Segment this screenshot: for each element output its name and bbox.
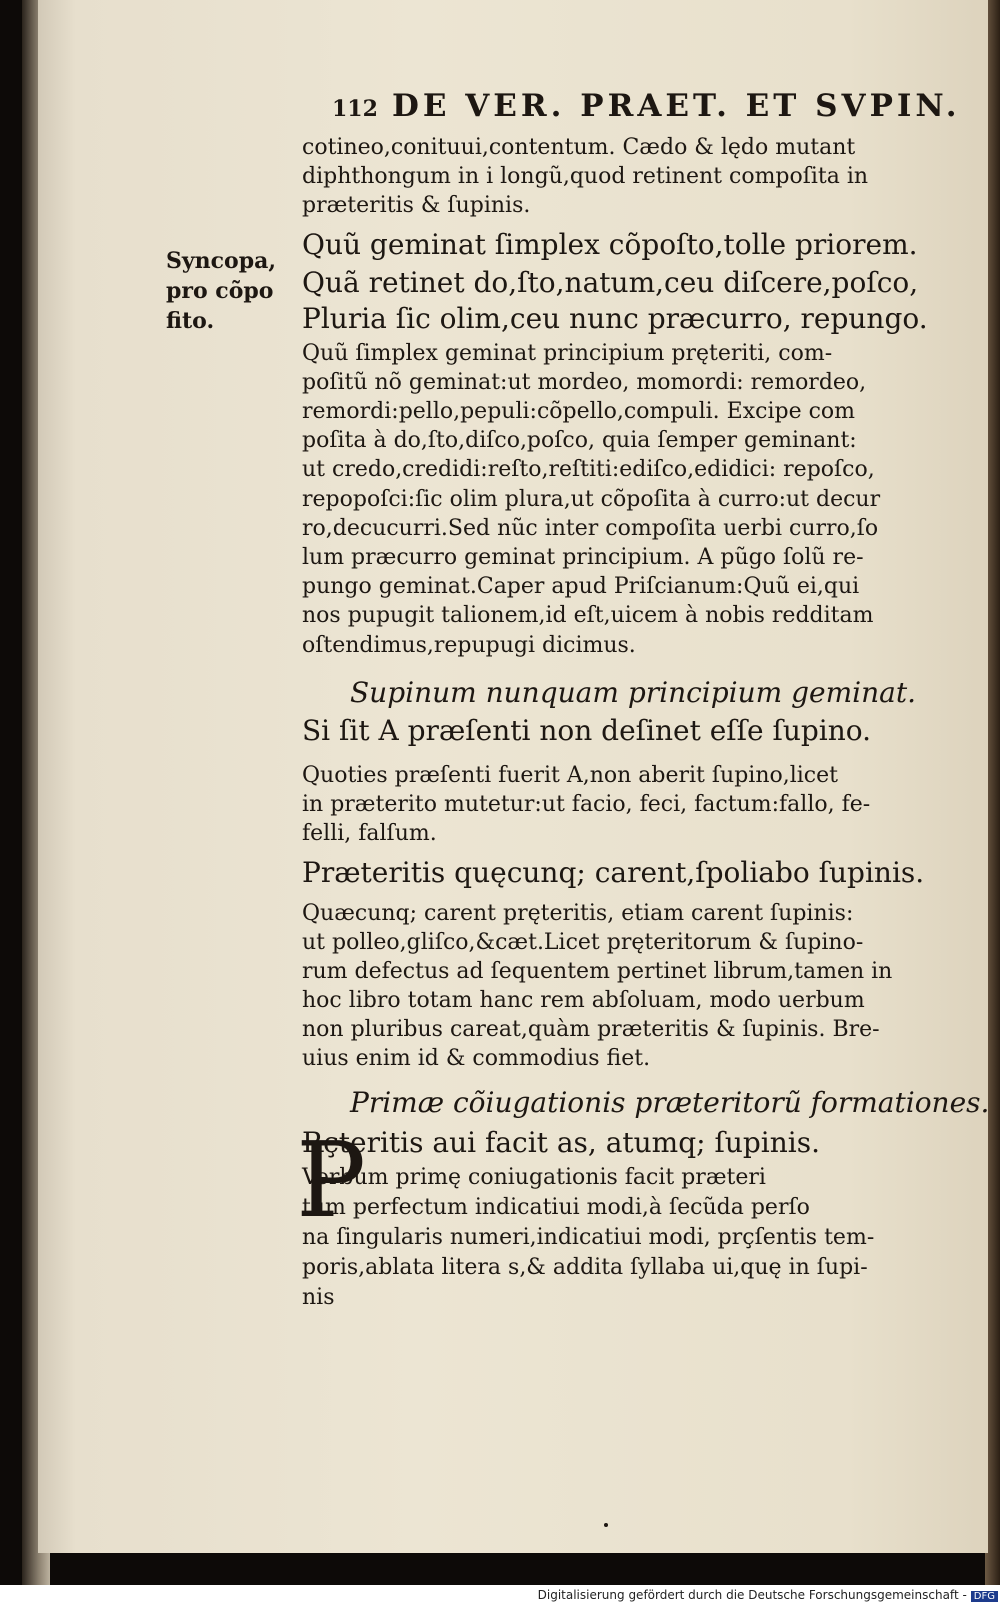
text-line: poſita à do,ſto,diſco,poſco, quia ſemper geminant:: [302, 428, 857, 453]
text-column: [302, 0, 990, 1553]
text-line: cotineo,conituui,contentum. Cædo & lędo mutant: [302, 135, 856, 160]
text-line: remordi:pello,pepuli:cõpello,compuli. Excipe com: [302, 399, 856, 424]
text-line: ut polleo,gliſco,&cæt.Licet pręteritorum & ſupino-: [302, 930, 864, 955]
text-line: hoc libro totam hanc rem abſoluam, modo uerbum: [302, 988, 865, 1013]
text-line: Præteritis quęcunq; carent,ſpoliabo ſupinis.: [302, 856, 925, 889]
footer-credit: [0, 1588, 998, 1602]
text-line: Si ſit A præſenti non deſinet eſſe ſupino.: [302, 714, 872, 747]
text-line: non pluribus careat,quàm præteritis & ſupinis. Bre-: [302, 1017, 880, 1042]
marginal-note-line: pro cõpo: [166, 278, 274, 304]
text-line: Quæcunq; carent pręteritis, etiam carent ſupinis:: [302, 901, 854, 926]
text-line: in præterito mutetur:ut facio, feci, factum:fallo, fe-: [302, 792, 871, 817]
text-line: Quũ geminat ſimplex cõpoſto,tolle priorem.: [302, 228, 918, 261]
page-number: 112: [332, 96, 378, 122]
marginal-note-line: fito.: [166, 308, 215, 334]
text-line: Pluria ſic olim,ceu nunc præcurro, repungo.: [302, 302, 928, 335]
text-line: poris,ablata litera s,& addita ſyllaba ui,quę in ſupi-: [302, 1255, 868, 1280]
text-line: pungo geminat.Caper apud Priſcianum:Quũ ei,qui: [302, 574, 860, 599]
text-line: nos pupugit talionem,id eſt,uicem à nobis redditam: [302, 603, 874, 628]
text-line: ro,decucurri.Sed nũc inter compoſita uerbi curro,ſo: [302, 516, 879, 541]
text-line: Quoties præſenti fuerit A,non aberit ſupino,licet: [302, 763, 838, 788]
footer-text: Digitalisierung gefördert durch die Deutsche Forschungsgemeinschaft -: [537, 1588, 967, 1602]
text-line: rum defectus ad ſequentem pertinet librum,tamen in: [302, 959, 893, 984]
text-line: repopoſci:ſic olim plura,ut cõpoſita à curro:ut decur: [302, 487, 881, 512]
text-line: nis: [302, 1285, 335, 1310]
running-header: [332, 88, 961, 124]
text-line: tum perfectum indicatiui modi,à ſecũda perſo: [302, 1195, 810, 1220]
dfg-logo: DFG: [971, 1591, 998, 1602]
text-line: uius enim id & commodius fiet.: [302, 1046, 651, 1071]
text-line: ut credo,credidi:reſto,reſtiti:ediſco,edidici: repoſco,: [302, 457, 875, 482]
text-line: præteritis & ſupinis.: [302, 193, 531, 218]
text-line: Supinum nunquam principium geminat.: [350, 676, 916, 709]
running-title: DE VER. PRAET. ET SVPIN.: [391, 88, 961, 124]
marginal-note-line: Syncopa,: [166, 248, 277, 274]
text-line: Quũ ſimplex geminat principium pręteriti, com-: [302, 341, 833, 366]
text-line: oſtendimus,repupugi dicimus.: [302, 633, 636, 658]
text-line: lum præcurro geminat principium. A pũgo ſolũ re-: [302, 545, 864, 570]
text-line: na ſingularis numeri,indicatiui modi, prçſentis tem-: [302, 1225, 875, 1250]
drop-capital: P: [296, 1119, 366, 1241]
text-line: poſitũ nõ geminat:ut mordeo, momordi: remordeo,: [302, 370, 867, 395]
signature-dot: [604, 1523, 608, 1527]
text-line: felli, falſum.: [302, 821, 437, 846]
text-line: Verbum primę coniugationis facit præteri: [302, 1165, 766, 1190]
text-line: diphthongum in i longũ,quod retinent compoſita in: [302, 164, 869, 189]
text-line: Primæ cõiugationis præteritorũ formationes.: [350, 1086, 990, 1119]
text-line: Rçteritis aui facit as, atumq; ſupinis.: [302, 1126, 821, 1159]
text-line: Quã retinet do,ſto,natum,ceu diſcere,poſco,: [302, 266, 919, 299]
